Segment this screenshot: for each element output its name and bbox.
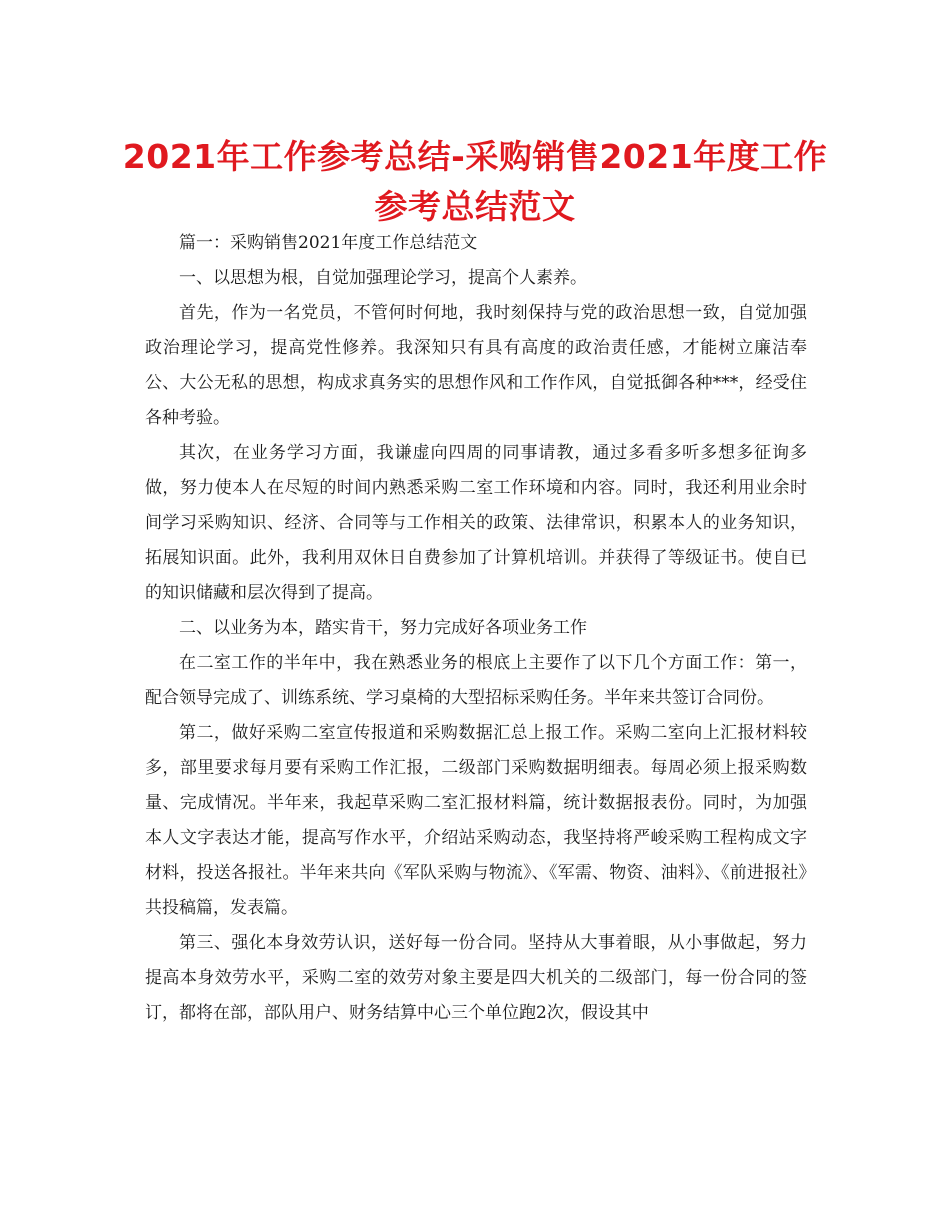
- paragraph-secondly: 其次，在业务学习方面，我谦虚向四周的同事请教，通过多看多听多想多征询多做，努力使本人在尽短的时间内熟悉采购二室工作环境和内容。同时，我还利用业余时间学习采购知识、经济、合同等与工作相关的政策、法律常识，积累本人的业务知识，拓展知识面。此外，我利用双休日自费参加了计算机培训。并获得了等级证书。使自已的知识储藏和层次得到了提高。: [145, 443, 807, 603]
- section-heading-one: 一、以思想为根，自觉加强理论学习，提高个人素养。: [179, 268, 587, 288]
- document-title-line-1: 2021年工作参考总结-采购销售2021年度工作: [122, 137, 828, 176]
- paragraph-firstly: 首先，作为一名党员，不管何时何地，我时刻保持与党的政治思想一致，自觉加强政治理论学习，提高党性修养。我深知只有具有高度的政治责任感，才能树立廉洁奉公、大公无私的思想，构成求真务实的思想作风和工作作风，自觉抵御各种***，经受住各种考验。: [145, 303, 807, 428]
- paragraph-second-task: 第二，做好采购二室宣传报道和采购数据汇总上报工作。采购二室向上汇报材料较多，部里要求每月要有采购工作汇报，二级部门采购数据明细表。每周必须上报采购数量、完成情况。半年来，我起草采购二室汇报材料篇，统计数据报表份。同时，为加强本人文字表达才能，提高写作水平，介绍站采购动态，我坚持将严峻采购工程构成文字材料，投送各报社。半年来共向《军队采购与物流》、《军需、物资、油料》、《前进报社》共投稿篇，发表篇。: [145, 723, 807, 918]
- section-heading-part-one: 篇一：采购销售2021年度工作总结范文: [179, 233, 478, 253]
- paragraph-work-overview: 在二室工作的半年中，我在熟悉业务的根底上主要作了以下几个方面工作：第一，配合领导完成了、训练系统、学习桌椅的大型招标采购任务。半年来共签订合同份。: [145, 653, 807, 708]
- document-title: [120, 132, 830, 232]
- paragraph-third-task: 第三、强化本身效劳认识，送好每一份合同。坚持从大事着眼，从小事做起，努力提高本身效劳水平，采购二室的效劳对象主要是四大机关的二级部门，每一份合同的签订，都将在部，部队用户、财务结算中心三个单位跑2次，假设其中: [145, 933, 807, 1023]
- document-title-line-2: 参考总结范文: [374, 187, 576, 226]
- document-body: [145, 226, 807, 1031]
- section-heading-two: 二、以业务为本，踏实肯干，努力完成好各项业务工作: [179, 618, 587, 638]
